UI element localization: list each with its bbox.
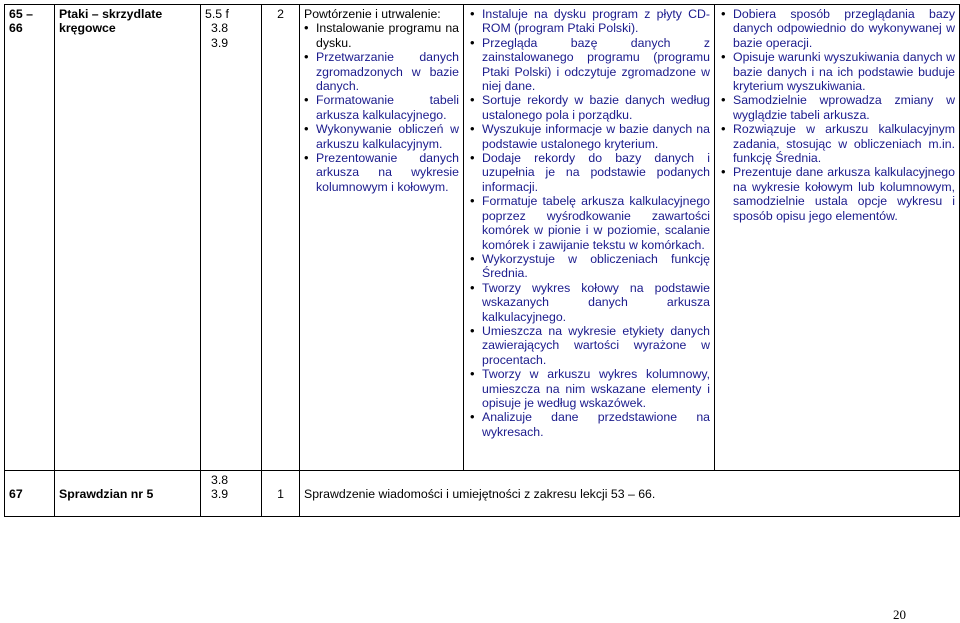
list-item: • Wykonywanie obliczeń w arkuszu kalkulacyjnym. <box>304 122 459 151</box>
hours-count: 2 <box>262 5 300 471</box>
test-content: Sprawdzenie wiadomości i umiejętności z zakresu lekcji 53 – 66. <box>300 471 960 517</box>
code: 3.9 <box>211 35 229 50</box>
list-item: • Wyszukuje informacje w bazie danych na podstawie ustalonego kryterium. <box>470 122 710 151</box>
list-item: • Dobiera sposób przeglądania bazy danych odpowiednio do wykonywanej w bazie operacji. <box>721 7 955 50</box>
code: 3.8 <box>211 473 229 487</box>
curriculum-codes <box>201 471 262 517</box>
list-item: • Umieszcza na wykresie etykiety danych zawierających wartości wyrażone w procentach. <box>470 324 710 367</box>
lesson-number: 65 – 66 <box>5 5 55 471</box>
lesson-plan-table <box>4 4 960 517</box>
list-item: • Tworzy wykres kołowy na podstawie wskazanych danych arkusza kalkulacyjnego. <box>470 281 710 324</box>
student-skills-list <box>470 7 710 439</box>
advanced-skills-cell <box>715 5 960 471</box>
content-intro: Powtórzenie i utrwalenie: <box>304 7 441 21</box>
list-item: • Rozwiązuje w arkuszu kalkulacyjnym zadania, stosując w obliczeniach m.in. funkcję Średnia. <box>721 122 955 165</box>
list-item: • Prezentowanie danych arkusza na wykresie kolumnowym i kołowym. <box>304 151 459 194</box>
list-item: • Tworzy w arkuszu wykres kolumnowy, umieszcza na nim wskazane elementy i opisuje je według wskazówek. <box>470 367 710 410</box>
list-item: • Samodzielnie wprowadza zmiany w wyglądzie tabeli arkusza. <box>721 93 955 122</box>
lesson-number: 67 <box>5 471 55 517</box>
list-item: • Przegląda bazę danych z zainstalowanego programu (programu Ptaki Polski) i odczytuje zgromadzone w niej dane. <box>470 36 710 94</box>
list-item: • Dodaje rekordy do bazy danych i uzupełnia je na podstawie podanych informacji. <box>470 151 710 194</box>
student-skills-cell <box>464 5 715 471</box>
list-item: • Analizuje dane przedstawione na wykresach. <box>470 410 710 439</box>
lesson-topic: Ptaki – skrzydlate kręgowce <box>55 5 201 471</box>
list-item: • Opisuje warunki wyszukiwania danych w bazie danych i na ich podstawie buduje kryterium wyszukiwania. <box>721 50 955 93</box>
list-item: • Instaluje na dysku program z płyty CD-ROM (program Ptaki Polski). <box>470 7 710 36</box>
list-item: • Prezentuje dane arkusza kalkulacyjnego na wykresie kołowym lub kolumnowym, samodzielnie ustala opcje wykresu i sposób opisu jego elementów. <box>721 165 955 223</box>
table-row <box>5 471 960 517</box>
list-item: • Przetwarzanie danych zgromadzonych w bazie danych. <box>304 50 459 93</box>
list-item: • Wykorzystuje w obliczeniach funkcję Średnia. <box>470 252 710 281</box>
advanced-skills-list <box>721 7 955 223</box>
table-row <box>5 5 960 471</box>
code: 3.8 <box>211 21 229 36</box>
hours-count: 1 <box>262 471 300 517</box>
page-number: 20 <box>893 607 906 622</box>
code: 3.9 <box>211 487 229 502</box>
list-item: • Sortuje rekordy w bazie danych według ustalonego pola i porządku. <box>470 93 710 122</box>
content-cell <box>300 5 464 471</box>
list-item: • Instalowanie programu na dysku. <box>304 21 459 50</box>
code: 5.5 f <box>205 7 229 21</box>
lesson-topic: Sprawdzian nr 5 <box>55 471 201 517</box>
list-item: • Formatowanie tabeli arkusza kalkulacyjnego. <box>304 93 459 122</box>
content-list <box>304 21 459 194</box>
list-item: • Formatuje tabelę arkusza kalkulacyjnego poprzez wyśrodkowanie zawartości komórek w pionie i w poziomie, scalanie komórek i zawijanie tekstu w komórkach. <box>470 194 710 252</box>
curriculum-codes <box>201 5 262 471</box>
